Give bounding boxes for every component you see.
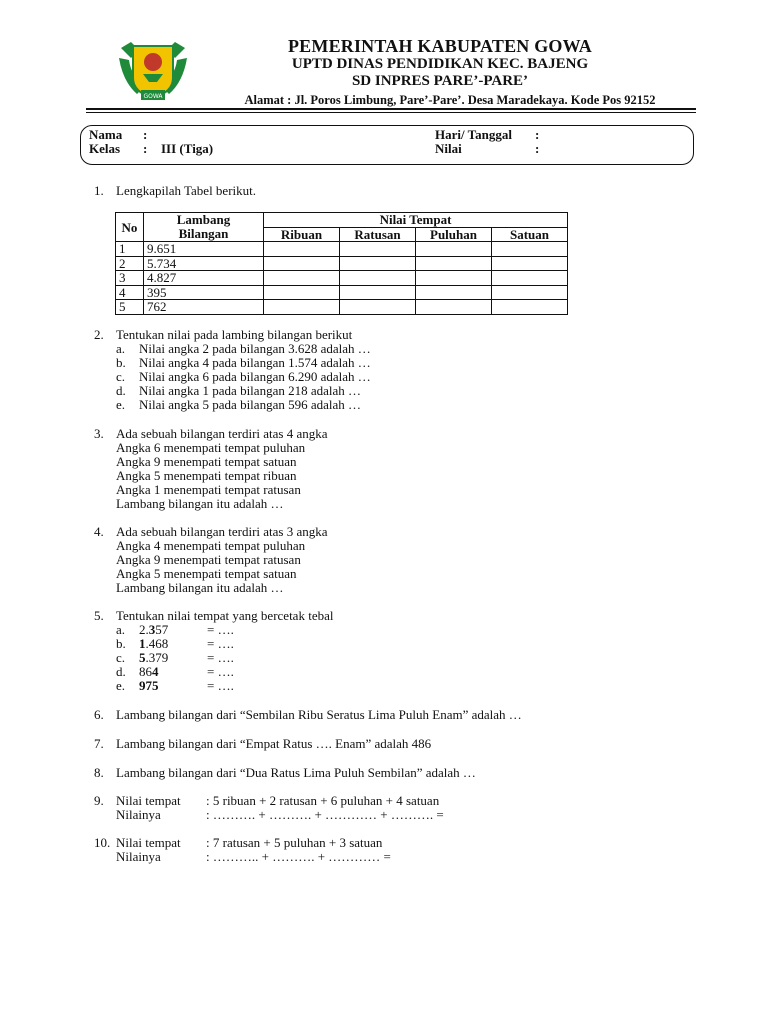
- question-text: Tentukan nilai pada lambing bilangan berikut: [116, 327, 353, 342]
- nilai-colon: :: [535, 141, 540, 156]
- nilai-tempat-label: Nilai tempat: [116, 793, 181, 808]
- kelas-label: Kelas: [89, 141, 121, 156]
- table-row: [116, 271, 568, 286]
- answer-cell[interactable]: [264, 285, 340, 300]
- row-value: 395: [144, 285, 264, 300]
- row-no: 1: [116, 242, 144, 257]
- place-value-table: [115, 212, 568, 315]
- answer-cell[interactable]: [416, 242, 492, 257]
- row-no: 5: [116, 300, 144, 315]
- list-item: d. Nilai angka 1 pada bilangan 218 adalah …: [116, 383, 362, 398]
- letterhead: [200, 36, 680, 108]
- answer-cell[interactable]: [340, 242, 416, 257]
- nilainya-label: Nilainya: [116, 849, 161, 864]
- header-rule-thin: [86, 112, 696, 113]
- header-rule-thick: [86, 108, 696, 110]
- nilai-label: Nilai: [435, 141, 462, 156]
- header-address: Alamat : Jl. Poros Limbung, Pare’-Pare’. Desa Maradekaya. Kode Pos 92152: [244, 93, 656, 107]
- table-header-lambang-1: Lambang: [176, 212, 231, 227]
- logo-lettering: GOWA: [143, 93, 163, 100]
- table-row: [116, 242, 568, 257]
- question-line: Ada sebuah bilangan terdiri atas 4 angka: [116, 426, 328, 441]
- question-text: Lambang bilangan dari “Dua Ratus Lima Puluh Sembilan” adalah …: [116, 765, 476, 780]
- question-number: 7.: [94, 736, 104, 751]
- answer-cell[interactable]: [340, 256, 416, 271]
- answer-cell[interactable]: [416, 300, 492, 315]
- gowa-regency-logo: [117, 38, 189, 104]
- answer-cell[interactable]: [340, 285, 416, 300]
- header-line-2: UPTD DINAS PENDIDIKAN KEC. BAJENG: [291, 56, 589, 72]
- answer-cell[interactable]: [492, 300, 568, 315]
- kelas-colon: :: [143, 141, 148, 156]
- question-line: Lambang bilangan itu adalah …: [116, 580, 284, 595]
- question-text: Lambang bilangan dari “Empat Ratus …. Enam” adalah 486: [116, 736, 432, 751]
- question-line: Angka 9 menempati tempat ratusan: [116, 552, 301, 567]
- question-number: 2.: [94, 327, 104, 342]
- answer-cell[interactable]: [416, 285, 492, 300]
- row-value: 4.827: [144, 271, 264, 286]
- question-line: Angka 1 menempati tempat ratusan: [116, 482, 301, 497]
- nilai-tempat-value: : 5 ribuan + 2 ratusan + 6 puluhan + 4 satuan: [206, 793, 440, 808]
- row-value: 9.651: [144, 242, 264, 257]
- question-number: 6.: [94, 707, 104, 722]
- list-item: b. 1.468 = ….: [116, 636, 234, 651]
- nama-label: Nama: [89, 127, 123, 142]
- hari-tanggal-label: Hari/ Tanggal: [435, 127, 512, 142]
- question-text: Lambang bilangan dari “Sembilan Ribu Seratus Lima Puluh Enam” adalah …: [116, 707, 522, 722]
- header-line-1: PEMERINTAH KABUPATEN GOWA: [287, 36, 592, 56]
- answer-cell[interactable]: [340, 300, 416, 315]
- table-row: [116, 300, 568, 315]
- answer-cell[interactable]: [340, 271, 416, 286]
- nama-colon: :: [143, 127, 148, 142]
- question-number: 4.: [94, 524, 104, 539]
- row-no: 4: [116, 285, 144, 300]
- answer-cell[interactable]: [416, 256, 492, 271]
- row-no: 2: [116, 256, 144, 271]
- hari-tanggal-colon: :: [535, 127, 540, 142]
- answer-cell[interactable]: [492, 271, 568, 286]
- table-header-lambang-2: Bilangan: [178, 226, 229, 241]
- question-line: Angka 6 menempati tempat puluhan: [116, 440, 306, 455]
- table-row: [116, 285, 568, 300]
- nilai-tempat-label: Nilai tempat: [116, 835, 181, 850]
- table-header-nilai-tempat: Nilai Tempat: [264, 213, 568, 228]
- question-line: Angka 5 menempati tempat ribuan: [116, 468, 297, 483]
- kelas-value: III (Tiga): [161, 141, 214, 156]
- list-item: c. Nilai angka 6 pada bilangan 6.290 adalah …: [116, 369, 371, 384]
- table-header-satuan: Satuan: [492, 227, 568, 242]
- answer-cell[interactable]: [416, 271, 492, 286]
- list-item: e. 975 = ….: [116, 678, 234, 693]
- answer-cell[interactable]: [492, 256, 568, 271]
- list-item: a. Nilai angka 2 pada bilangan 3.628 adalah …: [116, 341, 371, 356]
- answer-cell[interactable]: [264, 300, 340, 315]
- question-text: Lengkapilah Tabel berikut.: [116, 183, 256, 198]
- table-header-lambang: [144, 213, 264, 242]
- list-item: c. 5.379 = ….: [116, 650, 234, 665]
- header-line-3: SD INPRES PARE’-PARE’: [351, 73, 529, 89]
- question-number: 5.: [94, 608, 104, 623]
- table-header-ribuan: Ribuan: [264, 227, 340, 242]
- list-item: b. Nilai angka 4 pada bilangan 1.574 adalah …: [116, 355, 371, 370]
- nilai-tempat-value: : 7 ratusan + 5 puluhan + 3 satuan: [206, 835, 383, 850]
- table-header-no: No: [116, 213, 144, 242]
- table-header-ratusan: Ratusan: [340, 227, 416, 242]
- question-text: Tentukan nilai tempat yang bercetak tebal: [116, 608, 334, 623]
- answer-cell[interactable]: [492, 242, 568, 257]
- answer-cell[interactable]: [492, 285, 568, 300]
- list-item: a. 2.357 = ….: [116, 622, 234, 637]
- nilainya-label: Nilainya: [116, 807, 161, 822]
- row-value: 5.734: [144, 256, 264, 271]
- question-line: Angka 4 menempati tempat puluhan: [116, 538, 306, 553]
- question-number: 8.: [94, 765, 104, 780]
- answer-cell[interactable]: [264, 242, 340, 257]
- table-header-puluhan: Puluhan: [416, 227, 492, 242]
- list-item: e. Nilai angka 5 pada bilangan 596 adalah …: [116, 397, 362, 412]
- question-line: Lambang bilangan itu adalah …: [116, 496, 284, 511]
- list-item: d. 864 = ….: [116, 664, 234, 679]
- question-line: Angka 9 menempati tempat satuan: [116, 454, 297, 469]
- student-identity-box: [80, 125, 694, 165]
- nilainya-value: : ………. + ………. + ………… + ………. =: [206, 807, 444, 822]
- question-number: 9.: [94, 793, 104, 808]
- question-number: 10.: [94, 835, 111, 850]
- question-number: 1.: [94, 183, 104, 198]
- answer-cell[interactable]: [264, 271, 340, 286]
- row-value: 762: [144, 300, 264, 315]
- nilainya-value: : ……….. + ………. + ………… =: [206, 849, 391, 864]
- question-line: Ada sebuah bilangan terdiri atas 3 angka: [116, 524, 328, 539]
- answer-cell[interactable]: [264, 256, 340, 271]
- question-line: Angka 5 menempati tempat satuan: [116, 566, 297, 581]
- question-number: 3.: [94, 426, 104, 441]
- table-row: [116, 256, 568, 271]
- row-no: 3: [116, 271, 144, 286]
